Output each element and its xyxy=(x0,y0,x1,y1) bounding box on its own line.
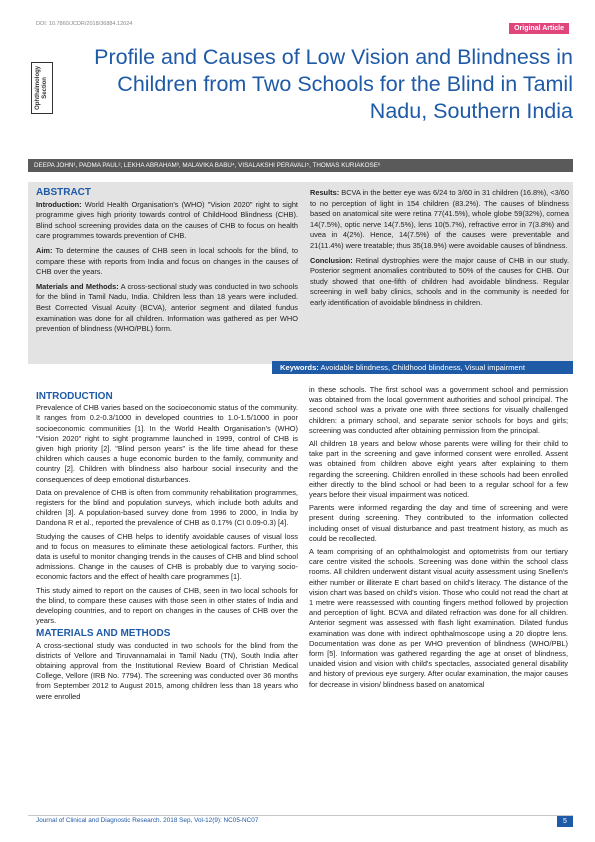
abstract-introduction-text: World Health Organisation's (WHO) "Vision 2020" right to sight programme gives high priority towards control of ChildHood Blindness (CHB). Blind school screening provides data on the causes of CHB to focus on health care programmes towards prevention of CHB. xyxy=(36,199,298,241)
abstract-box xyxy=(28,182,573,364)
abstract-aim-label: Aim: xyxy=(36,245,53,255)
introduction-heading: INTRODUCTION xyxy=(36,391,113,402)
abstract-methods-label: Materials and Methods: xyxy=(36,281,119,291)
section-label-line-1: Ophthalmology xyxy=(35,66,42,110)
methods-paragraph: A team comprising of an ophthalmologist and optometrists from our tertiary care centre visited the schools. Screening was done within the school class rooms. All children underwent distant visual acuity assessment using Snellen's either number or illiterate E chart based on child's literacy. The distance of the vision chart was based on child's vision. Those who could not read the chart at 1 metre were reassessed with counting fingers method followed by projection and perception of light. BCVA and dilated refraction was done for all children. Anterior segment was assessed with flash light examination. Dilated fundus examination was done with indirect ophthalmoscope using a 20 dioptre lens. Documentation was done as per WHO prevention of blindness (WHO/PBL) form [5]. Information was gathered regarding the age at onset of blindness, unaided vision and vision with child's spectacles, associated general disability and history of previous eye surgery. After ocular examination, the major causes for decrease in vision/ blindness based on anatomical xyxy=(309,547,568,689)
intro-paragraph: Prevalence of CHB varies based on the socioeconomic status of the community. It ranges from 0.2-0.3/1000 in developed countries to 1.0-1.5/1000 in poor socioeconomic communities [1]. In the World Health Organisation's (WHO) "Vision 2020" right to sight programme launched in 1999, control of CHB is given high priority [2]. "Blind person years" is the life time ahead for these children which causes a huge economic burden to the family, community and country [2]. Children with blindness also harbour social insecurity and the consequences of deep emotional disturbances. xyxy=(36,403,298,484)
page-number: 5 xyxy=(557,816,573,827)
intro-paragraph: Data on prevalence of CHB is often from community rehabilitation programmes, registers for the blind and population surveys, which include both adults and children [3]. A population-based survey done from 1996 to 2000, in India by Dandona R et al., reported the prevalence of CHB as 0.17% (CI 0.09-0.3) [4]. xyxy=(36,487,298,528)
abstract-results-text: BCVA in the better eye was 6/24 to 3/60 in 31 children (16.8%), <3/60 to no perception of light in 154 children (83.2%). The causes of blindness based on anatomical site were retina 77(41.5%), whole globe 59(32%), cornea 14(7.5%), optic nerve 14(7.5%), lens 10(5.7%), refractive error in 7(3.8%) and uvea in 4(2%). Hence, 14(7.5%) of the causes were preventable and 21(11.4%) were treatable; thus 35(18.9%) were avoidable causes of blindness. xyxy=(310,188,569,250)
abstract-conclusion xyxy=(310,256,569,309)
footer-journal-citation: Journal of Clinical and Diagnostic Research. 2018 Sep, Vol-12(9): NC05-NC07 xyxy=(36,817,259,824)
methods-paragraph: in these schools. The first school was a government school and permission was obtained from the local government authorities and school principal. The second school was a private one with three sections for visually challenged children: a primary school, and separate senior schools for boys and girls; screening was conducted after obtaining permission from the principal. xyxy=(309,385,568,435)
authors-bar: DEEPA JOHN¹, PADMA PAUL², LEKHA ABRAHAM³, MALAVIKA BABU⁴, VISALAKSHI PERAVALI⁵, THOMAS KURIAKOSE⁶ xyxy=(28,159,573,172)
abstract-introduction-label: Introduction: xyxy=(36,199,82,209)
intro-paragraph: This study aimed to report on the causes of CHB, seen in two local schools for the blind, to compare these causes with those seen in other states of India and developing countries, and to report on changes in the causes of CHB over the years. xyxy=(36,585,298,626)
abstract-results xyxy=(310,188,569,252)
abstract-left-column xyxy=(36,188,298,339)
body-right-column xyxy=(309,385,568,693)
abstract-conclusion-label: Conclusion: xyxy=(310,255,353,265)
keywords-label: Keywords: xyxy=(280,363,319,372)
abstract-methods xyxy=(36,282,298,335)
abstract-methods-text: A cross-sectional study was conducted in two schools for the blind in Tamil Nadu, India. Children less than 18 years were included. Best Corrected Visual Acuity (BCVA), anterior segment and dilated fundus examination was done for all children. Information was gathered as per WHO prevention of blindness (WHO/PBL) form. xyxy=(36,281,298,334)
section-label-box xyxy=(31,62,53,114)
doi-text: DOI: 10.7860/JCDR/2018/36884.12024 xyxy=(36,21,133,27)
abstract-aim xyxy=(36,246,298,278)
methods-heading: MATERIALS AND METHODS xyxy=(36,628,171,640)
abstract-conclusion-text: Retinal dystrophies were the major cause of CHB in our study. Posterior segment anomalies contributed to 50% of the causes for CHB. Our study showed that one-fifth of children had avoidable blindness. Regular screening in well baby clinics, schools and in the community is needed for early identification of avoidable blindness in children. xyxy=(310,255,569,307)
abstract-results-label: Results: xyxy=(310,188,340,197)
methods-paragraph: A cross-sectional study was conducted in two schools for the blind from the districts of Vellore and Tiruvannamalai in Tamil Nadu (TN), South India after obtaining approval from the Institutional Review Board of Christian Medical College, Vellore (IRB No. 7794). The screening was conducted over 36 months from September 2012 to August 2015, among children less than 18 years who were enrolled xyxy=(36,640,298,701)
abstract-aim-text: To determine the causes of CHB seen in local schools for the blind, to compare these with reports from India and focus on changes in the causes of CHB over the years. xyxy=(36,245,299,277)
methods-paragraph: All children 18 years and below whose parents were willing for their child to take part in the screening and gave informed consent were enrolled. Assent was obtained from children above eight years after explaining to them regarding the screening. Children enrolled in these schools had been enrolled either directly to the blind school or had been to a regular school for a few years before their visual impairment was noticed. xyxy=(309,439,568,500)
section-label-text xyxy=(35,66,49,110)
abstract-introduction xyxy=(36,200,298,242)
body-left-column xyxy=(36,390,298,705)
keywords-text: Avoidable blindness, Childhood blindness, Visual impairment xyxy=(320,363,525,372)
footer-divider xyxy=(28,815,573,816)
intro-paragraph: Studying the causes of CHB helps to identify avoidable causes of visual loss and to focus on measures to eliminate these aetiological factors. Further, this data is useful to monitor changing trends in the causes of CHB and blind school admissions. Change in the causes of CHB is probably due to varying socio-economic factors and the effect of health care programmes [1]. xyxy=(36,531,298,582)
article-title: Profile and Causes of Low Vision and Blindness in Children from Two Schools for the Blind in Tamil Nadu, Southern India xyxy=(94,45,573,123)
methods-paragraph: Parents were informed regarding the day and time of screening and were present during screening. They contributed to the information collected including onset of visual disturbance and past treatment history, as much as could be recollected. xyxy=(309,503,568,543)
abstract-right-column xyxy=(310,188,569,313)
article-type-badge: Original Article xyxy=(509,23,569,34)
section-label-line-2: Section xyxy=(42,77,48,99)
abstract-heading: ABSTRACT xyxy=(36,187,91,198)
keywords-bar xyxy=(272,361,573,374)
